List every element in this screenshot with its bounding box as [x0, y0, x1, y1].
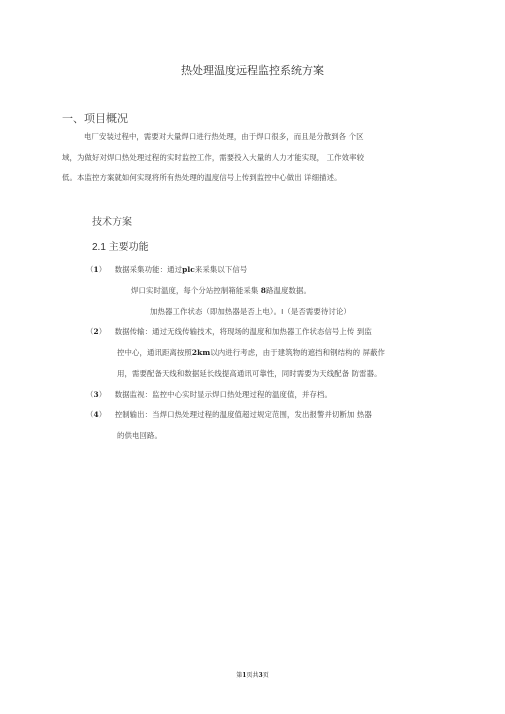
list-item-1-bracket-close: ） [98, 265, 107, 274]
list-item-1-sub-1-pre: 焊口实时温度，每个分站控制箱能采集 [131, 286, 261, 295]
footer-pre: 第 [236, 672, 243, 679]
list-item-2-number: 2 [93, 327, 99, 336]
list-item-4-number: 4 [93, 410, 99, 419]
overview-line-1: 电厂安装过程中，需要对大量焊口进行热处理，由于焊口很多，而且是分散到各 个区 [84, 132, 364, 141]
list-item-2-line-1: 数据传输：通过无线传输技术，将现场的温度和加热器工作状态信号上传 到监 [114, 327, 372, 336]
list-item-1-number: 1 [93, 265, 99, 274]
list-item-1-sub-1-post: 路温度数据。 [266, 286, 311, 295]
list-item-4 [86, 409, 372, 420]
list-item-3-bracket-close: ） [98, 390, 107, 399]
subsection-heading-main-functions: 2.1 主要功能 [92, 242, 149, 253]
document-title: 热处理温度远程监控系统方案 [181, 64, 324, 77]
list-item-2 [86, 326, 372, 337]
list-item-4-line-2: 的供电回路。 [117, 431, 162, 440]
section-heading-project-overview: 一、项目概况 [62, 112, 128, 125]
footer-total-pages: 3 [258, 672, 263, 679]
list-item-1-sub-1 [131, 285, 311, 296]
list-item-2-line-2 [117, 347, 385, 358]
list-item-2-bracket-close: ） [98, 327, 107, 336]
list-item-1-sub-2: 加热器工作状态（即加热器是否上电）。I（是否需要待讨论） [150, 307, 351, 316]
overview-line-2: 域，为做好对焊口热处理过程的实时监控工作，需要投入大量的人力才能实现， 工作效率较 [62, 153, 365, 162]
footer-page-number: 1 [242, 672, 247, 679]
list-item-3-number: 3 [93, 390, 99, 399]
section-heading-tech-plan: 技术方案 [92, 217, 132, 228]
list-item-1 [86, 264, 247, 275]
list-item-1-bracket-open: （ [86, 265, 94, 274]
list-item-2-line-2-pre: 控中心，通讯距离按照 [117, 348, 192, 357]
page-footer [0, 670, 505, 679]
list-item-1-text-em: plc [182, 265, 195, 274]
list-item-3 [86, 389, 332, 400]
list-item-2-line-2-em: 2km [191, 348, 211, 357]
footer-mid: 页共 [246, 672, 259, 679]
list-item-4-bracket-close: ） [98, 410, 107, 419]
list-item-1-sub-1-em: 8 [260, 286, 267, 295]
list-item-4-line-1: 控制输出：当焊口热处理过程的温度值超过规定范围，发出报警并切断加 热器 [114, 410, 372, 419]
list-item-3-line-1: 数据监视：监控中心实时显示焊口热处理过程的温度值，并存档。 [114, 390, 332, 399]
list-item-1-text-post: 来采集以下信号 [194, 265, 248, 274]
list-item-4-bracket-open: （ [86, 410, 94, 419]
list-item-2-line-3: 用，需要配备天线和数据延长线提高通讯可靠性，同时需要为天线配备 防雷器。 [117, 369, 382, 378]
footer-post: 页 [262, 672, 269, 679]
list-item-2-line-2-post: 以内进行考虑，由于建筑物的遮挡和钢结构的 屏蔽作 [210, 348, 386, 357]
list-item-1-text-pre: 数据采集功能：通过 [114, 265, 183, 274]
overview-line-3: 低。本监控方案就如何实现将所有热处理的温度信号上传到监控中心做出 详细描述。 [62, 173, 342, 182]
list-item-3-bracket-open: （ [86, 390, 94, 399]
list-item-2-bracket-open: （ [86, 327, 94, 336]
